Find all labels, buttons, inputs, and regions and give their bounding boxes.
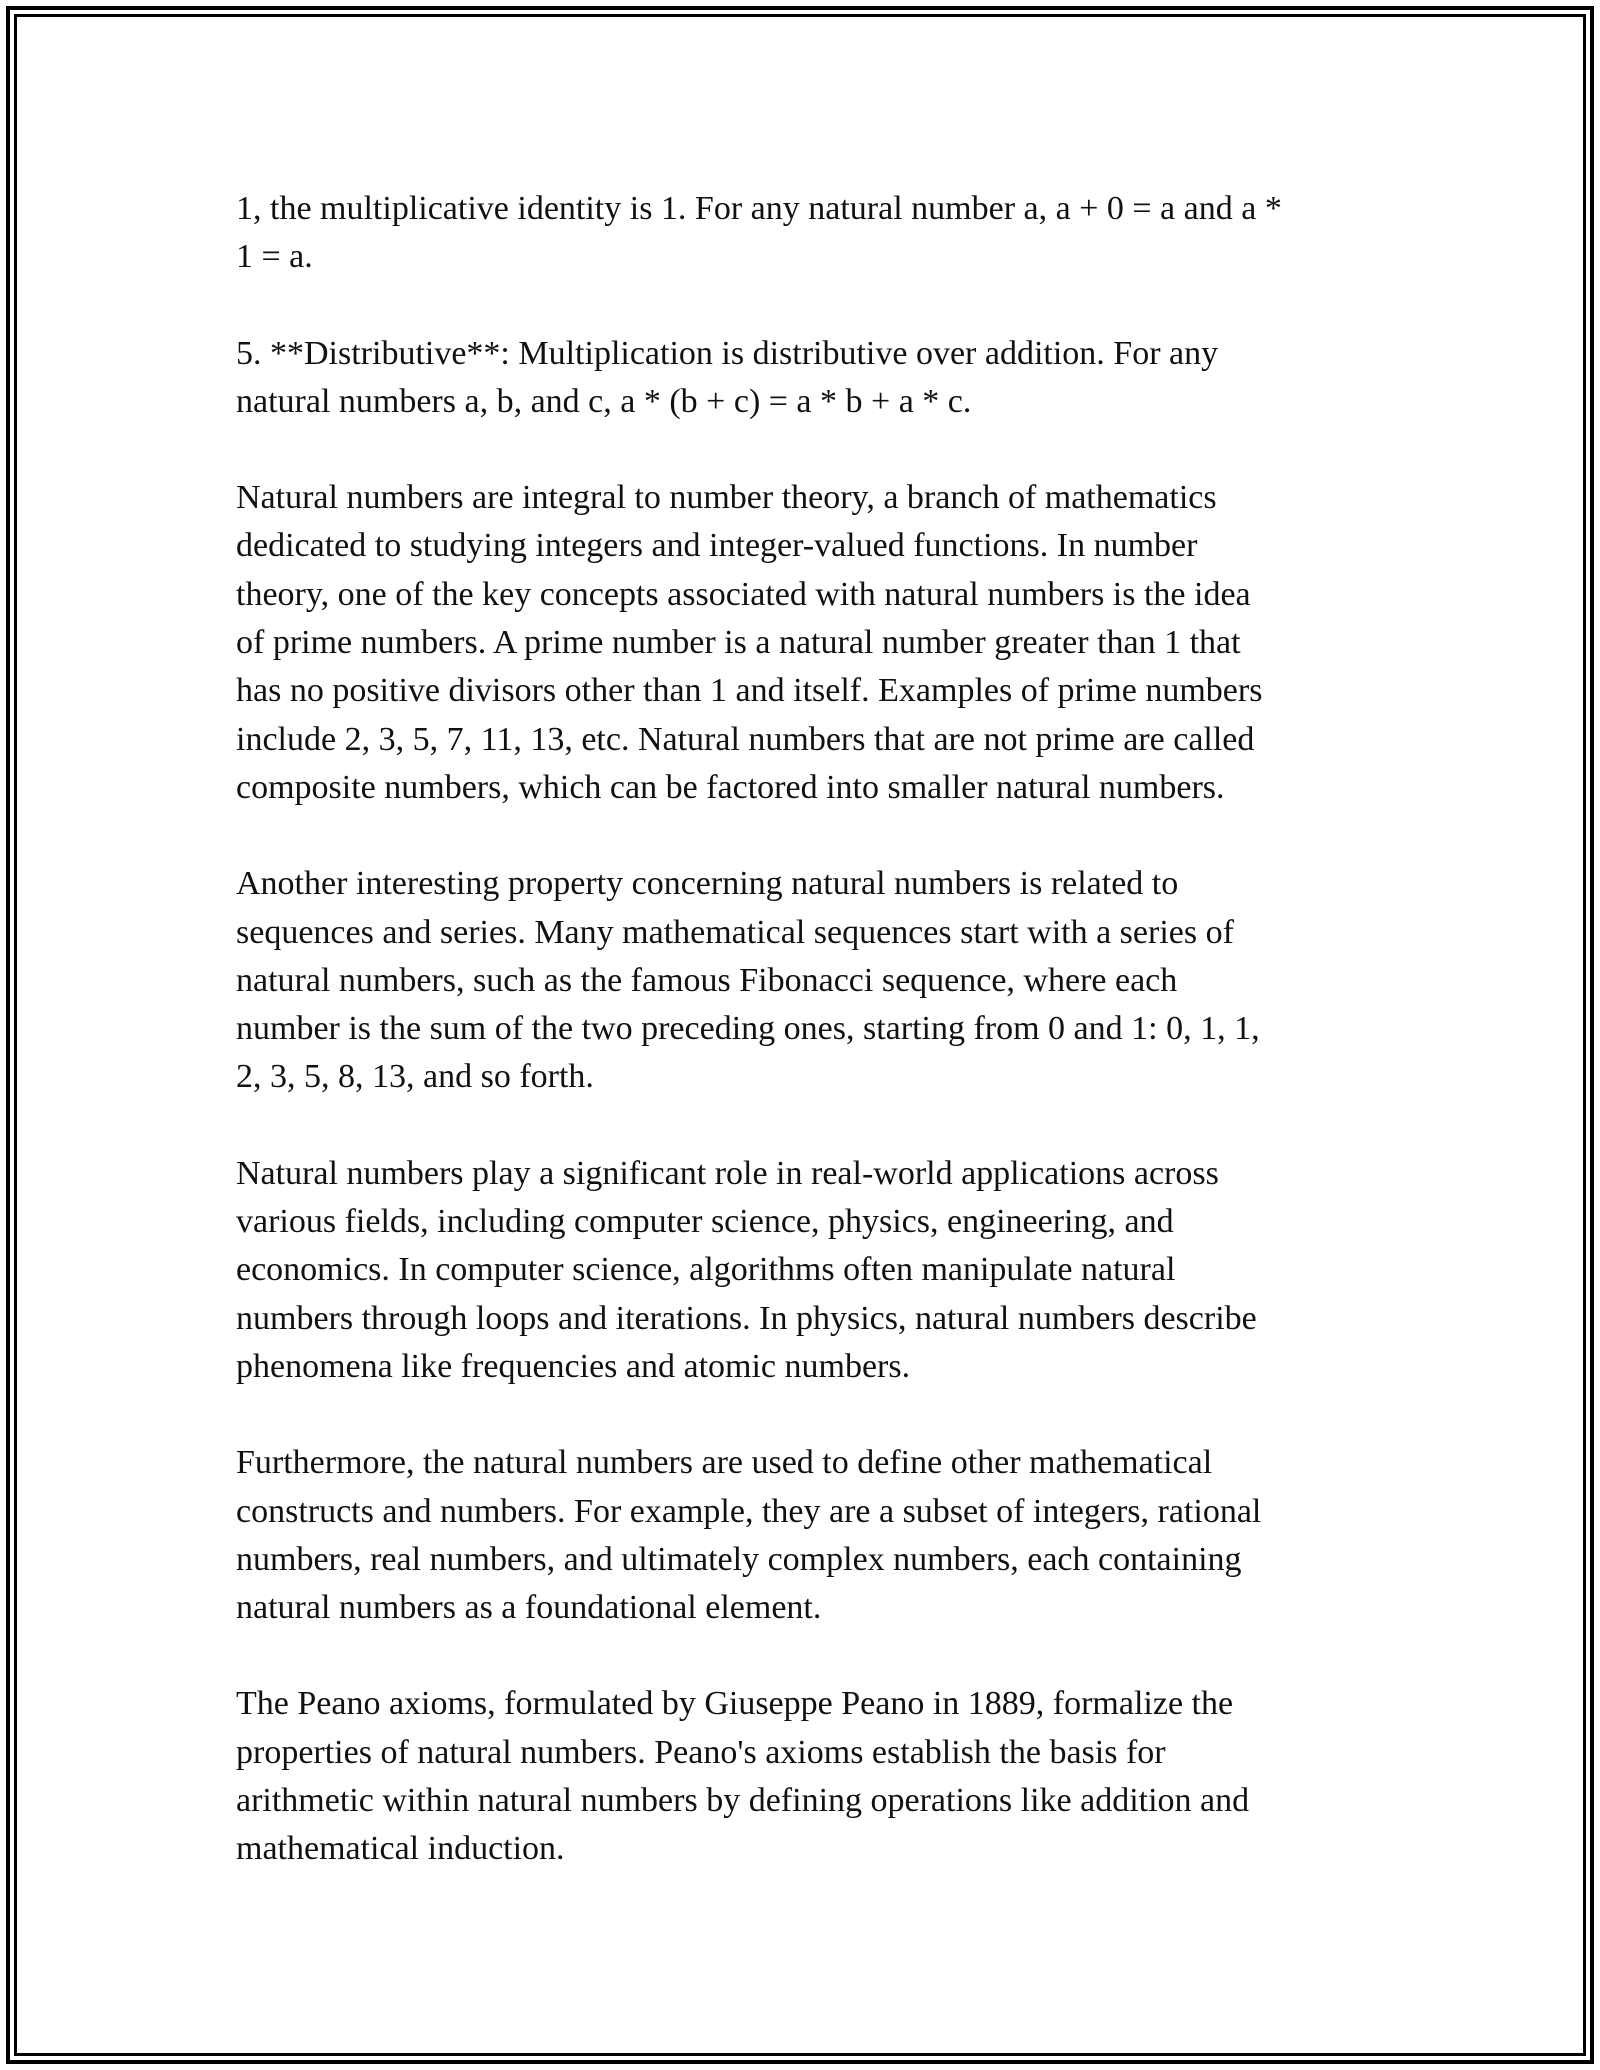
paragraph-sequences: Another interesting property concerning natural numbers is related to sequences and series. Many mathematical sequences start with a series of natural numbers, such as the famous Fibonacci sequence, where each number is the sum of the two preceding ones, starting from 0 and 1: 0, 1, 1, 2, 3, 5, 8, 13, and so forth.: [236, 865, 1260, 1096]
paragraph-applications: Natural numbers play a significant role in real-world applications across various fields, including computer science, physics, engineering, and economics. In computer science, algorithms often manipulate natural numbers through loops and iterations. In physics, natural numbers describe phenomena like frequencies and atomic numbers.: [236, 1154, 1257, 1385]
paragraph-constructs: Furthermore, the natural numbers are used to define other mathematical constructs and numbers. For example, they are a subset of integers, rational numbers, real numbers, and ultimately complex numbers, each containing natural numbers as a foundational element.: [236, 1444, 1262, 1627]
paragraph-number-theory: Natural numbers are integral to number theory, a branch of mathematics dedicated to studying integers and integer-valued functions. In number theory, one of the key concepts associated with natural numbers is the idea of prime numbers. A prime number is a natural number greater than 1 that has no positive divisors other than 1 and itself. Examples of prime numbers include 2, 3, 5, 7, 11, 13, etc. Natural numbers that are not prime are called composite numbers, which can be factored into smaller natural numbers.: [236, 479, 1263, 806]
document-body: [236, 185, 1376, 1922]
paragraph-identity-continuation: 1, the multiplicative identity is 1. For any natural number a, a + 0 = a and a * 1 = a.: [236, 190, 1282, 276]
paragraph-distributive: 5. **Distributive**: Multiplication is distributive over addition. For any natural numbers a, b, and c, a * (b + c) = a * b + a * c.: [236, 334, 1219, 420]
paragraph-peano-axioms: The Peano axioms, formulated by Giuseppe Peano in 1889, formalize the properties of natural numbers. Peano's axioms establish the basis for arithmetic within natural numbers by defining operations like addition and mathematical induction.: [236, 1685, 1250, 1868]
